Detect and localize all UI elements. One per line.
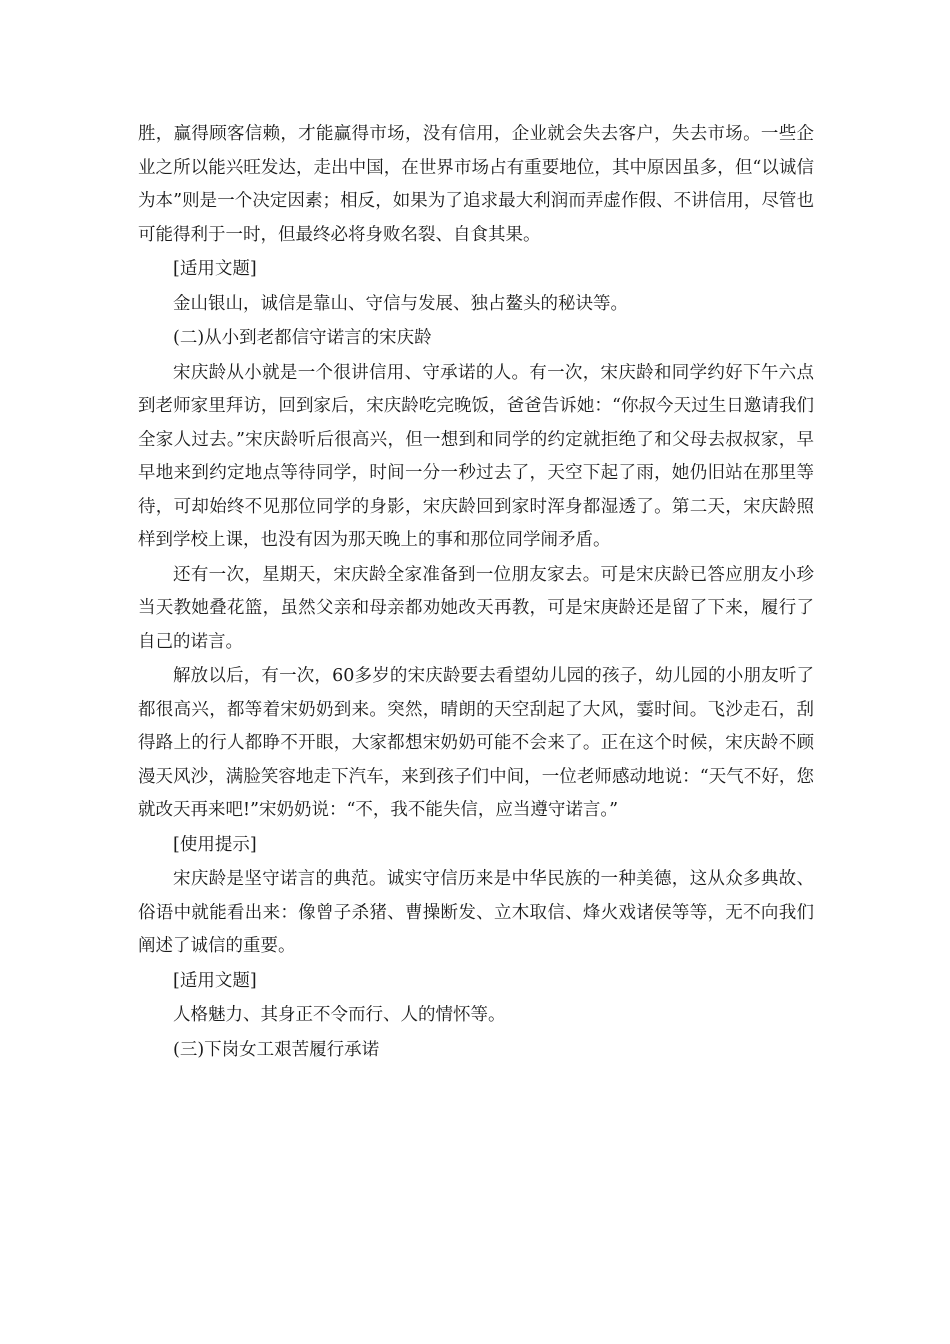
section-heading: (二)从小到老都信守诺言的宋庆龄 — [173, 328, 432, 348]
section-heading: (三)下岗女工艰苦履行承诺 — [173, 1039, 380, 1060]
applicable-topics-text: 人格魅力、其身正不令而行、人的情怀等。 — [173, 1005, 506, 1025]
applicable-topics-text: 金山银山，诚信是靠山、守信与发展、独占鳌头的秘诀等。 — [173, 293, 628, 314]
usage-tip-label: [使用提示] — [173, 834, 257, 855]
applicable-topics-label: [适用文题] — [173, 970, 257, 991]
document-page — [138, 118, 814, 1068]
story-paragraph: 宋庆龄从小就是一个很讲信用、守承诺的人。有一次，宋庆龄和同学约好下午六点到老师家里拜访，回到家后，宋庆龄吃完晚饭，爸爸告诉她：“你叔今天过生日邀请我们全家人过去。”宋庆龄听后很高兴，但一想到和同学的约定就拒绝了和父母去叔叔家，早早地来到约定地点等待同学，时间一分一秒过去了，天空下起了雨，她仍旧站在那里等待，可却始终不见那位同学的身影，宋庆龄回到家时浑身都湿透了。第二天，宋庆龄照样到学校上课，也没有因为那天晚上的事和那位同学闹矛盾。 — [138, 362, 814, 550]
usage-tip-text: 宋庆龄是坚守诺言的典范。诚实守信历来是中华民族的一种美德，这从众多典故、俗语中就能看出来：像曾子杀猪、曹操断发、立木取信、烽火戏诸侯等等，无不向我们阐述了诚信的重要。 — [138, 869, 814, 956]
story-paragraph: 解放以后，有一次，60多岁的宋庆龄要去看望幼儿园的孩子，幼儿园的小朋友听了都很高兴，都等着宋奶奶到来。突然，晴朗的天空刮起了大风，霎时间。飞沙走石，刮得路上的行人都睁不开眼，大家都想宋奶奶可能不会来了。正在这个时候，宋庆龄不顾漫天风沙，满脸笑容地走下汽车，来到孩子们中间，一位老师感动地说：“天气不好，您就改天再来吧!”宋奶奶说：“不，我不能失信，应当遵守诺言。” — [138, 666, 814, 820]
story-paragraph: 还有一次，星期天，宋庆龄全家准备到一位朋友家去。可是宋庆龄已答应朋友小珍当天教她叠花篮，虽然父亲和母亲都劝她改天再教，可是宋庚龄还是留了下来，履行了自己的诺言。 — [138, 564, 814, 652]
paragraph-continued: 胜，赢得顾客信赖，才能赢得市场，没有信用，企业就会失去客户，失去市场。一些企业之所以能兴旺发达，走出中国，在世界市场占有重要地位，其中原因虽多，但“以诚信为本”则是一个决定因素；相反，如果为了追求最大利润而弄虚作假、不讲信用，尽管也可能得利于一时，但最终必将身败名裂、自食其果。 — [138, 124, 814, 245]
applicable-topics-label: [适用文题] — [173, 259, 257, 279]
